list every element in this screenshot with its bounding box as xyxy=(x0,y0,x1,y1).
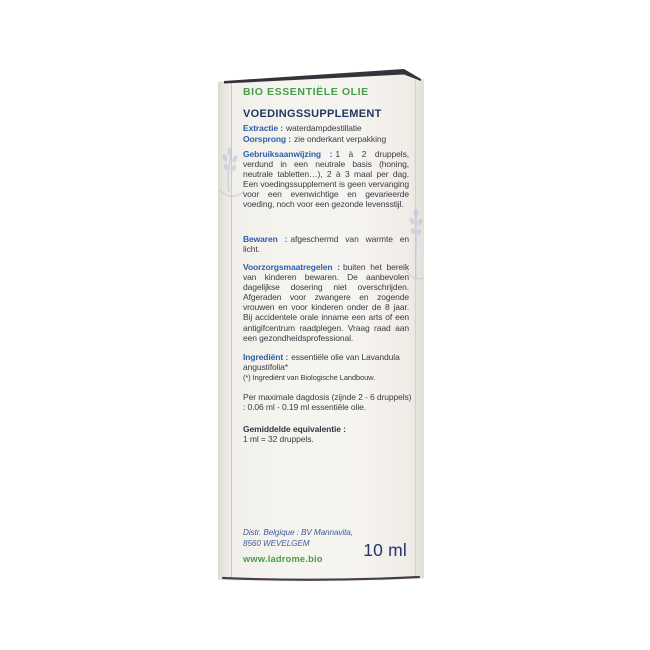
product-box-back-panel xyxy=(218,68,424,582)
equivalence-value: 1 ml = 32 druppels. xyxy=(243,434,314,445)
spec-origin-label: Oorsprong : xyxy=(243,133,292,144)
ingredient-label: Ingrediënt : xyxy=(243,352,289,362)
supplement-heading: VOEDINGSSUPPLEMENT xyxy=(243,108,382,120)
distributor-line2: 8560 WEVELGEM xyxy=(243,538,310,548)
box-top-lid-edge xyxy=(224,69,421,84)
usage-directions-label: Gebruiksaanwijzing : xyxy=(243,149,333,159)
spec-origin xyxy=(243,134,415,145)
storage-text: afgeschermd van warmte en licht. xyxy=(243,234,409,255)
box-left-side-shading xyxy=(218,82,232,578)
spec-extraction-value: waterdampdestillatie xyxy=(286,123,362,133)
spec-extraction-label: Extractie : xyxy=(243,123,284,133)
organic-footnote: (*) Ingrediënt van Biologische Landbouw. xyxy=(243,373,376,383)
max-daily-dose-paragraph: Per maximale dagdosis (zijnde 2 - 6 druppels) : 0.06 ml - 0.19 ml essentiële olie. xyxy=(243,392,412,413)
box-bottom-background xyxy=(218,579,424,583)
storage-paragraph xyxy=(243,234,409,254)
box-bottom-edge xyxy=(223,577,419,580)
spec-extraction xyxy=(243,123,415,134)
box-right-crease xyxy=(415,80,416,578)
ingredient-text: essentiële olie van Lavandula angustifolia* xyxy=(243,352,400,373)
equivalence-block xyxy=(243,424,415,444)
spec-origin-value: zie onderkant verpakking xyxy=(294,133,387,144)
equivalence-label: Gemiddelde equivalentie : xyxy=(243,424,346,434)
precautions-label: Voorzorgsmaatregelen : xyxy=(243,262,340,272)
precautions-text: buiten het bereik van kinderen bewaren. De aanbevolen dagelijkse dosering niet overschrijden. Afgeraden voor zwangere en zogende vrouwen en voor kinderen onder de 8 jaar. Bij accidentele orale inname een arts of een antigifcentrum raadplegen. Vraag raad aan een gezondheidsprofessional. xyxy=(243,262,409,343)
usage-directions-text: 1 à 2 druppels, verdund in een neutrale basis (honing, neutrale tabletten…), 2 à 3 maal per dag. Een voedingssupplement is geen vervanging voor een evenwichtige en gevarieerde voeding, noch voor een gezonde levensstijl. xyxy=(243,149,409,210)
volume-label: 10 ml xyxy=(363,540,407,560)
box-top-background xyxy=(218,68,424,82)
precautions-paragraph xyxy=(243,262,409,343)
ingredient-paragraph xyxy=(243,352,409,383)
website-url: www.ladrome.bio xyxy=(243,554,323,564)
spec-lines xyxy=(243,123,415,144)
product-category-title: BIO ESSENTIËLE OLIE xyxy=(243,86,369,98)
distributor-line1: Distr. Belgique : BV Mannavita, xyxy=(243,528,353,537)
storage-label: Bewaren : xyxy=(243,234,288,244)
ingredient-main xyxy=(243,352,409,372)
box-left-crease xyxy=(231,83,232,578)
usage-directions-paragraph xyxy=(243,149,409,210)
